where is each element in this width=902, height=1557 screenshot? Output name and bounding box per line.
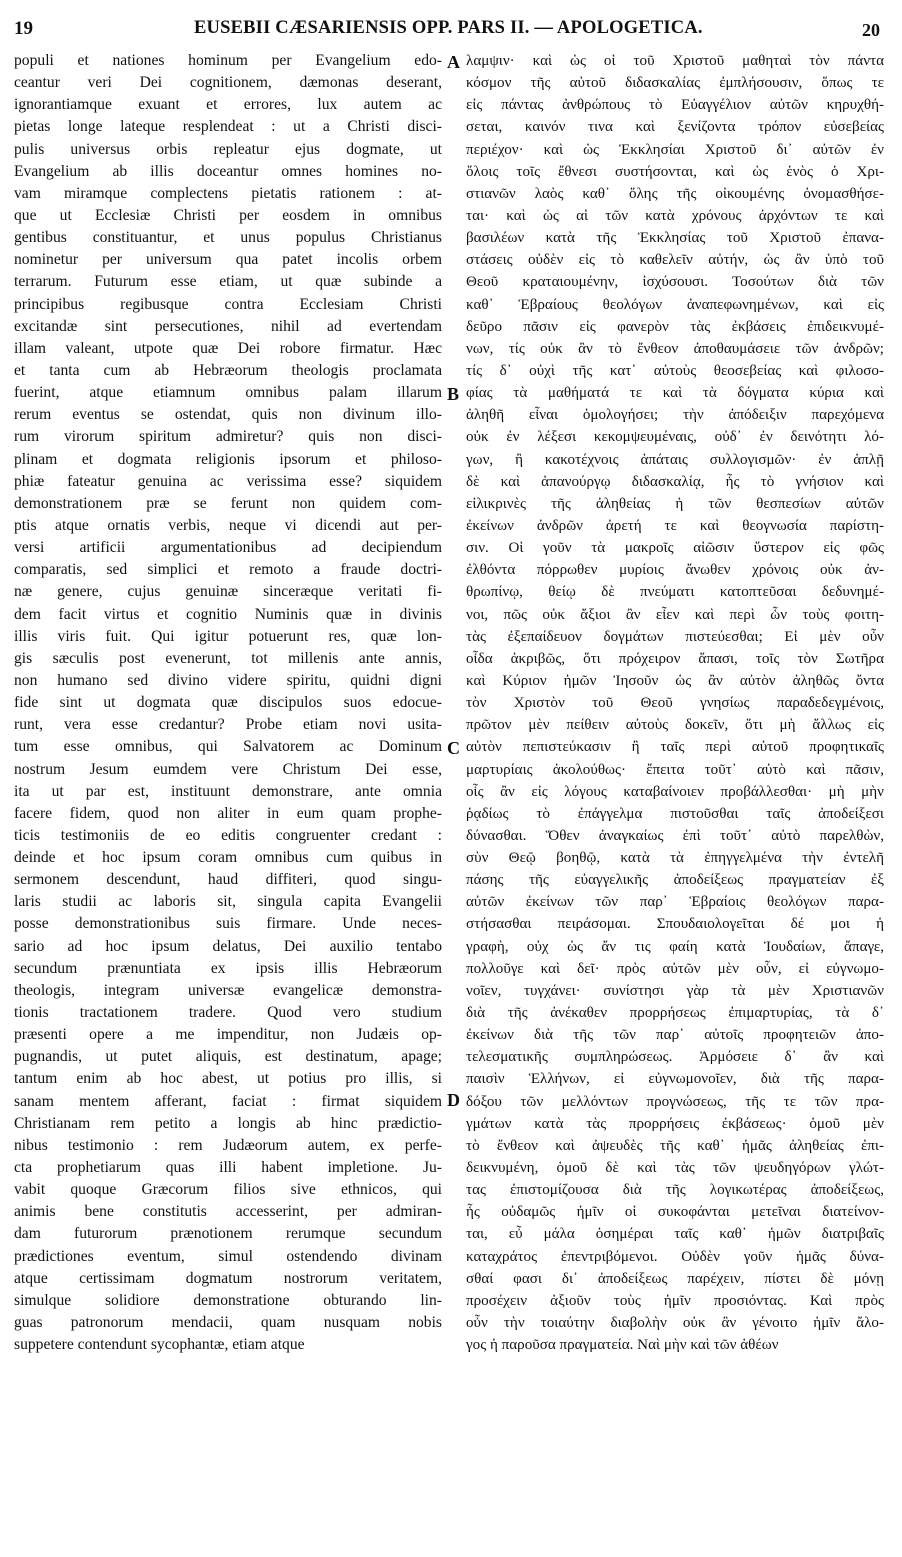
section-marker-c: C xyxy=(447,738,460,758)
latin-text-line: excitandæ sint persecutiones, nihil ad evertendam xyxy=(14,317,442,335)
greek-text-line: τελεσματικῆς συμπληρώσεως. Ἁρμόσειε δ᾽ ἂν καὶ xyxy=(466,1049,884,1066)
greek-text-line: γμάτων κατὰ τὰς προρρήσεις ἐκβάσεως· ὁμοῦ μὲν xyxy=(466,1115,884,1132)
latin-text-line: vam miramque complectens pietatis rationem : at- xyxy=(14,184,442,202)
greek-text-line: στιανῶν λαὸς καθ᾽ ὅλης τῆς οἰκουμένης ὀνομασθήσε- xyxy=(466,185,884,202)
latin-text-line: gentibus constituantur, et unus populus Christianus xyxy=(14,229,442,247)
latin-text-line: fide sint ut dogmata quæ discipulos suos edocue- xyxy=(14,694,442,712)
latin-text-line: suppetere contendunt sycophantæ, etiam atque xyxy=(14,1336,305,1354)
latin-column xyxy=(14,50,442,1356)
latin-text-line: Christianam rem petito a longis ab hinc prædictio- xyxy=(14,1114,442,1132)
latin-text-line: pietas longe lateque resplendeat : ut a Christi disci- xyxy=(14,118,442,136)
latin-text-line: comparatis, sed simplici et remoto a fraude doctri- xyxy=(14,561,442,579)
latin-text-line: ceantur veri Dei cognitionem, dæmonas deserant, xyxy=(14,74,442,92)
greek-text-line: τὰς ἐξεπαίδευον δογμάτων πιστεύεσθαι; Εἰ μὲν οὖν xyxy=(466,628,884,645)
greek-text-line: ὅλοις τοῖς ἔθνεσι συστήσονται, καὶ ὡς ἑνὸς ὁ Χρι- xyxy=(466,163,884,180)
latin-text-line: nominetur per universum qua patet incolis orbem xyxy=(14,251,442,269)
latin-text-line: sermonem descendunt, haud diffiteri, quod singu- xyxy=(14,871,442,889)
latin-text-line: illis viris fuit. Qui igitur potuerunt res, quæ lon- xyxy=(14,627,442,645)
latin-text-line: que ut Ecclesiæ Christi per eosdem in omnibus xyxy=(14,206,442,224)
greek-text-line: τας ἐπιστομίζουσα διὰ τῆς λογικωτέρας ἀποδείξεως, xyxy=(466,1182,884,1199)
section-marker-a: A xyxy=(447,52,460,72)
latin-text-line: non humano sed divino videre spiritu, quidni digni xyxy=(14,671,442,689)
latin-text-line: versi artificii argumentationibus ad decipiendum xyxy=(14,539,442,557)
latin-text-line: dem facit virtus et cognitio Numinis quæ in divinis xyxy=(14,605,442,623)
greek-text-line: εἰλικρινὲς τῆς ἀληθείας ἡ τῶν θεσπεσίων αὐτῶν xyxy=(466,495,884,512)
greek-text-line: νοῖεν, τυγχάνει· συνίστησι γὰρ τὰ μὲν Χριστιανῶν xyxy=(466,982,884,999)
latin-text-line: animis bene constitutis accesserint, per admiran- xyxy=(14,1203,442,1221)
greek-text-line: βασιλέων κατὰ τῆς Ἐκκλησίας τοῦ Χριστοῦ ἐπανα- xyxy=(466,230,884,247)
greek-text-line: παισὶν Ἑλλήνων, εἰ εὐγνωμονοῖεν, διὰ τῆς παρα- xyxy=(466,1071,884,1088)
greek-text-line: ἐκείνων διὰ τῆς τῶν παρ᾽ αὐτοῖς προφητειῶν ἀπο- xyxy=(466,1027,884,1044)
latin-text-line: dam futurorum prænotionem rerumque secundum xyxy=(14,1225,442,1243)
greek-text-line: τίς δ᾽ οὐχὶ τῆς κατ᾽ αὐτοὺς θεοσεβείας καὶ φιλοσο- xyxy=(466,362,884,379)
greek-text-line: σιν. Οἱ γοῦν τὰ μακροῖς αἰῶσιν ὕστερον εἰς φῶς xyxy=(466,540,884,557)
greek-text-line: οἷς ἂν εἰς λόγους καταβαίνοιεν προβάλλεσθαι· μὴ μὴν xyxy=(466,783,884,800)
latin-text-line: secundum prænuntiata ex ipsis illis Hebræorum xyxy=(14,959,442,977)
running-header xyxy=(14,18,880,48)
latin-text-line: sario ad hoc ipsum delatus, Dei auxilio tentabo xyxy=(14,937,442,955)
greek-text-line: θρωπίνῳ, θείῳ δὲ πνεύματι κατοπτεῦσαι δεδυνημέ- xyxy=(466,584,884,601)
latin-text-line: tum esse omnibus, qui Salvatorem ac Dominum xyxy=(14,738,442,756)
greek-text-line: περιέχον· καὶ ὡς Ἐκκλησίαι Χριστοῦ δι᾽ αὐτῶν ἐν xyxy=(466,141,884,158)
greek-text-line: διὰ τῆς ἀνέκαθεν προρρήσεως ἐπιμαρτυρίας, τὰ δ᾽ xyxy=(466,1005,884,1022)
latin-text-line: fuerint, atque etiamnum omnibus palam illarum xyxy=(14,384,442,402)
latin-text-line: nostrum Jesum eumdem vere Christum Dei esse, xyxy=(14,760,442,778)
latin-text-line: plinam et dogmata religionis ipsorum et philoso- xyxy=(14,450,442,468)
greek-text-line: οὖν τὴν τοιαύτην διαβολὴν οὐκ ἂν γένοιτο ἡμῖν ἄλο- xyxy=(466,1315,884,1332)
greek-text-line: σεται, καινόν τινα καὶ ξενίζοντα τρόπον εὐσεβείας xyxy=(466,119,884,136)
greek-text-line: Θεοῦ κραταιουμένην, ἰσχύσουσι. Τοσούτων διὰ τῶν xyxy=(466,274,884,291)
latin-text-line: pugnandis, ut putet aliquis, est destinatum, apage; xyxy=(14,1048,442,1066)
latin-text-line: cta prophetiarum quas illi habent impletione. Ju- xyxy=(14,1159,442,1177)
latin-text-line: ita ut par est, instituunt demonstrare, ante omnia xyxy=(14,782,442,800)
greek-text-line: γων, ἢ κακοτέχνοις ἀπάταις συλλογισμῶν· ἐν ἁπλῇ xyxy=(466,451,884,468)
latin-text-line: tionis tractationem tradere. Quod vero studium xyxy=(14,1004,442,1022)
latin-text-line: rerum eventus se ostendat, quis non divinum illo- xyxy=(14,406,442,424)
latin-text-line: prædictiones eventum, simul ostendendo divinam xyxy=(14,1247,442,1265)
latin-text-line: guas patronorum mendacii, quam nusquam nobis xyxy=(14,1314,442,1332)
greek-text-line: γραφὴ, οὐχ ὡς ἄν τις φαίη κατὰ Ἰουδαίων, ἄπαγε, xyxy=(466,938,884,955)
greek-text-line: μαρτυρίαις ἀκολούθως· ἔπειτα τοῦτ᾽ αὐτὸ καὶ πᾶσιν, xyxy=(466,761,884,778)
greek-text-line: τὸ ἔνθεον καὶ ἀψευδὲς τῆς καθ᾽ ἡμᾶς ἀληθείας ἐπι- xyxy=(466,1137,884,1154)
greek-text-line: δόξου τῶν μελλόντων προγνώσεως, τῆς τε τῶν πρα- xyxy=(466,1093,884,1110)
greek-text-line: καὶ Κύριον ἡμῶν Ἰησοῦν ὡς ἂν αὐτὸν ἀληθῶς ὄντα xyxy=(466,672,884,689)
latin-text-line: rum virorum spiritum admiretur? quis non disci- xyxy=(14,428,442,446)
greek-text-line: δεῦρο πᾶσιν εἰς φανερὸν τὰς ἐκβάσεις ἐπιδεικνυμέ- xyxy=(466,318,884,335)
latin-text-line: runt, vera esse credantur? Probe etiam novi usita- xyxy=(14,716,442,734)
latin-text-line: illam valeant, utpote quæ Dei robore firmatur. Hæc xyxy=(14,339,442,357)
latin-text-line: laris studii ac laboris sit, singula capita Evangelii xyxy=(14,893,442,911)
greek-text-line: ῥᾳδίως τὸ ἐπάγγελμα πιστοῦσθαι ταῖς ἀποδείξεσι xyxy=(466,805,884,822)
greek-text-line: δεικνυμένη, ὁμοῦ δὲ καὶ τὰς τῶν ψευδηγόρων γλώτ- xyxy=(466,1160,884,1177)
latin-text-line: sanam mentem afferant, faciat : firmat siquidem xyxy=(14,1092,442,1110)
greek-text-line: καταχράτος ἐπεντριβόμενοι. Οὐδὲν γοῦν ἡμᾶς δύνα- xyxy=(466,1248,884,1265)
greek-text-line: ἧς οὐδαμῶς ἡμῖν οἱ συκοφάνται μετεῖναι διατείνον- xyxy=(466,1204,884,1221)
greek-text-line: ἐλθόντα πόρρωθεν μυρίοις ἄνωθεν χρόνοις οὐκ ἀν- xyxy=(466,562,884,579)
latin-text-line: terrarum. Futurum esse etiam, ut quæ subinde a xyxy=(14,273,442,291)
section-marker-b: B xyxy=(447,384,460,404)
greek-text-line: πάσης τῆς εὐαγγελικῆς ἀποδείξεως πραγματείαν ἐξ xyxy=(466,872,884,889)
latin-text-line: populi et nationes hominum per Evangelium edo- xyxy=(14,52,442,69)
greek-text-line: ται· καὶ ὡς αἱ τῶν κατὰ χρόνους ἀρχόντων τε καὶ xyxy=(466,207,884,224)
latin-text-line: ignorantiamque exuant et errores, lux autem ac xyxy=(14,96,442,114)
latin-text-line: tantum enim ab hoc abest, ut potius pro illis, si xyxy=(14,1070,442,1088)
greek-text-line: γος ἡ παροῦσα πραγματεία. Ναὶ μὴν καὶ τῶν ἀθέων xyxy=(466,1337,779,1354)
latin-text-line: atque certissimam dogmatum nostrorum veritatem, xyxy=(14,1269,442,1287)
greek-text-line: κόσμον τῆς αὐτοῦ διδασκαλίας ἐμπλήσουσιν, ὅπως τε xyxy=(466,75,884,92)
latin-text-line: theologis, integram universæ evangelicæ demonstra- xyxy=(14,981,442,999)
greek-text-line: οἶδα ἀκριβῶς, ὅτι πρόχειρον ἅπασι, τοῖς τὸν Σωτῆρα xyxy=(466,650,884,667)
greek-text-line: καθ᾽ Ἑβραίους θεολόγων ἀναπεφωνημένων, καὶ εἰς xyxy=(466,296,884,313)
running-title: EUSEBII CÆSARIENSIS OPP. PARS II. — APOLOGETICA. xyxy=(194,18,703,38)
greek-text-line: πολλοῦγε καὶ δεῖ· πρὸς αὐτῶν μὲν οὖν, εἰ εὐγνωμο- xyxy=(466,960,884,977)
greek-text-line: αὐτὸν πεπιστεύκασιν ἢ ταῖς περὶ αὐτοῦ προφητικαῖς xyxy=(466,739,884,756)
greek-text-line: στήσασθαι πειράσομαι. Σπουδαιολογεῖται δέ μοι ἡ xyxy=(466,916,884,933)
greek-column xyxy=(466,50,884,1356)
greek-text-line: προσέχειν ἀξιοῦν τοὺς ἡμῖν προσιόντας. Καὶ πρὸς xyxy=(466,1292,884,1309)
latin-text-line: vabit quoque Græcorum filios sive ethnicos, qui xyxy=(14,1181,442,1199)
greek-text-line: νοι, πῶς οὐκ ἄξιοι ἂν εἶεν καὶ περὶ ὧν τοὺς φοιτη- xyxy=(466,606,884,623)
latin-text-line: gis sæculis post evenerunt, tot millenis ante annis, xyxy=(14,649,442,667)
greek-text-line: αὐτῶν ἐκείνων τῶν παρ᾽ Ἑβραίοις θεολόγων παρα- xyxy=(466,894,884,911)
latin-text-line: simulque solidiore demonstratione obturando lin- xyxy=(14,1291,442,1309)
latin-text-line: Evangelium ab illis doceantur omnes homines no- xyxy=(14,162,442,180)
latin-text-line: demonstrationem præ se ferunt non quidem com- xyxy=(14,494,442,512)
latin-text-line: pulis universus orbis repleatur ejus dogmate, ut xyxy=(14,140,442,158)
latin-text-line: principibus regibusque contra Ecclesiam Christi xyxy=(14,295,442,313)
greek-text-line: στάσεις οὐδὲν εἰς τὸ καθελεῖν αὐτήν, ὡς ἂν ὑπὸ τοῦ xyxy=(466,252,884,269)
latin-text-line: næ genere, cujus genuinæ sinceræque veritati fi- xyxy=(14,583,442,601)
section-marker-d: D xyxy=(447,1090,460,1110)
latin-text-line: nibus testimonio : rem Judæorum autem, ex perfe- xyxy=(14,1136,442,1154)
latin-text-line: phiæ fateatur genuina ac verissima esse? siquidem xyxy=(14,472,442,490)
greek-text-line: νων, τίς οὐκ ἂν τὸ ἔνθεον ἀποθαυμάσειε τῶν ἀνδρῶν; xyxy=(466,340,884,357)
latin-text-line: præsenti opere a me impenditur, non Judæis op- xyxy=(14,1026,442,1044)
greek-text-line: πρῶτον μὲν πείθειν αὐτοὺς δοκεῖν, ὅτι μὴ ἄλλως εἰς xyxy=(466,717,884,734)
latin-text-line: facere fidem, quod non aliter in eum quam prophe- xyxy=(14,804,442,822)
latin-text-line: ticis testimoniis de eo editis congruenter credant : xyxy=(14,826,442,844)
greek-text-line: ται, εὖ μάλα ὁσημέραι ταῖς καθ᾽ ἡμῶν διατριβαῖς xyxy=(466,1226,884,1243)
greek-text-line: ἐκείνων ἀνδρῶν ἀρετή τε καὶ θεογνωσία παρίστη- xyxy=(466,517,884,534)
latin-text-line: ptis atque ornatis verbis, neque vi dicendi aut per- xyxy=(14,516,442,534)
greek-text-line: δύνασθαι. Ὅθεν ἀναγκαίως ἐπὶ τοῦτ᾽ αὐτὸ παρελθὼν, xyxy=(466,827,884,844)
greek-text-line: ἀληθῆ εἶναι ὁμολογήσει; τὴν ἀπόδειξιν παρεχόμενα xyxy=(466,407,884,424)
greek-text-line: τὸν Χριστὸν τοῦ Θεοῦ γνησίως παραδεδεγμένοις, xyxy=(466,695,884,712)
latin-text-line: posse demonstrationibus suis firmare. Unde neces- xyxy=(14,915,442,933)
greek-text-line: δὲ καὶ ἀπανούργῳ διδασκαλίᾳ, ἧς τὸ γνήσιον καὶ xyxy=(466,473,884,490)
greek-text-line: φίας τὰ μαθήματά τε καὶ τὰ δόγματα κύρια καὶ xyxy=(466,385,884,402)
greek-text-line: λαμψιν· καὶ ὡς οἱ τοῦ Χριστοῦ μαθηταὶ τὸν πάντα xyxy=(466,53,884,69)
greek-text-line: σὺν Θεῷ βοηθῷ, κατὰ τὰ ἐπηγγελμένα τὴν ἐντελῆ xyxy=(466,850,884,867)
latin-text-line: et tanta cum ab Hebræorum theologis proclamata xyxy=(14,361,442,379)
latin-text-line: deinde et hoc ipsum coram omnibus cum quibus in xyxy=(14,849,442,867)
right-page-number: 20 xyxy=(862,20,880,40)
greek-text-line: οὐκ ἐν λέξεσι κεκομψευμέναις, οὐδ᾽ ἐν δεινότητι λό- xyxy=(466,429,884,446)
left-page-number: 19 xyxy=(14,18,33,39)
greek-text-line: εἰς πάντας ἀνθρώπους τὸ Εὐαγγέλιον αὐτῶν κηρυχθή- xyxy=(466,97,884,114)
greek-text-line: σθαί φασι δι᾽ ἀποδείξεως παρέχειν, πίστει δὲ μόνῃ xyxy=(466,1270,884,1287)
